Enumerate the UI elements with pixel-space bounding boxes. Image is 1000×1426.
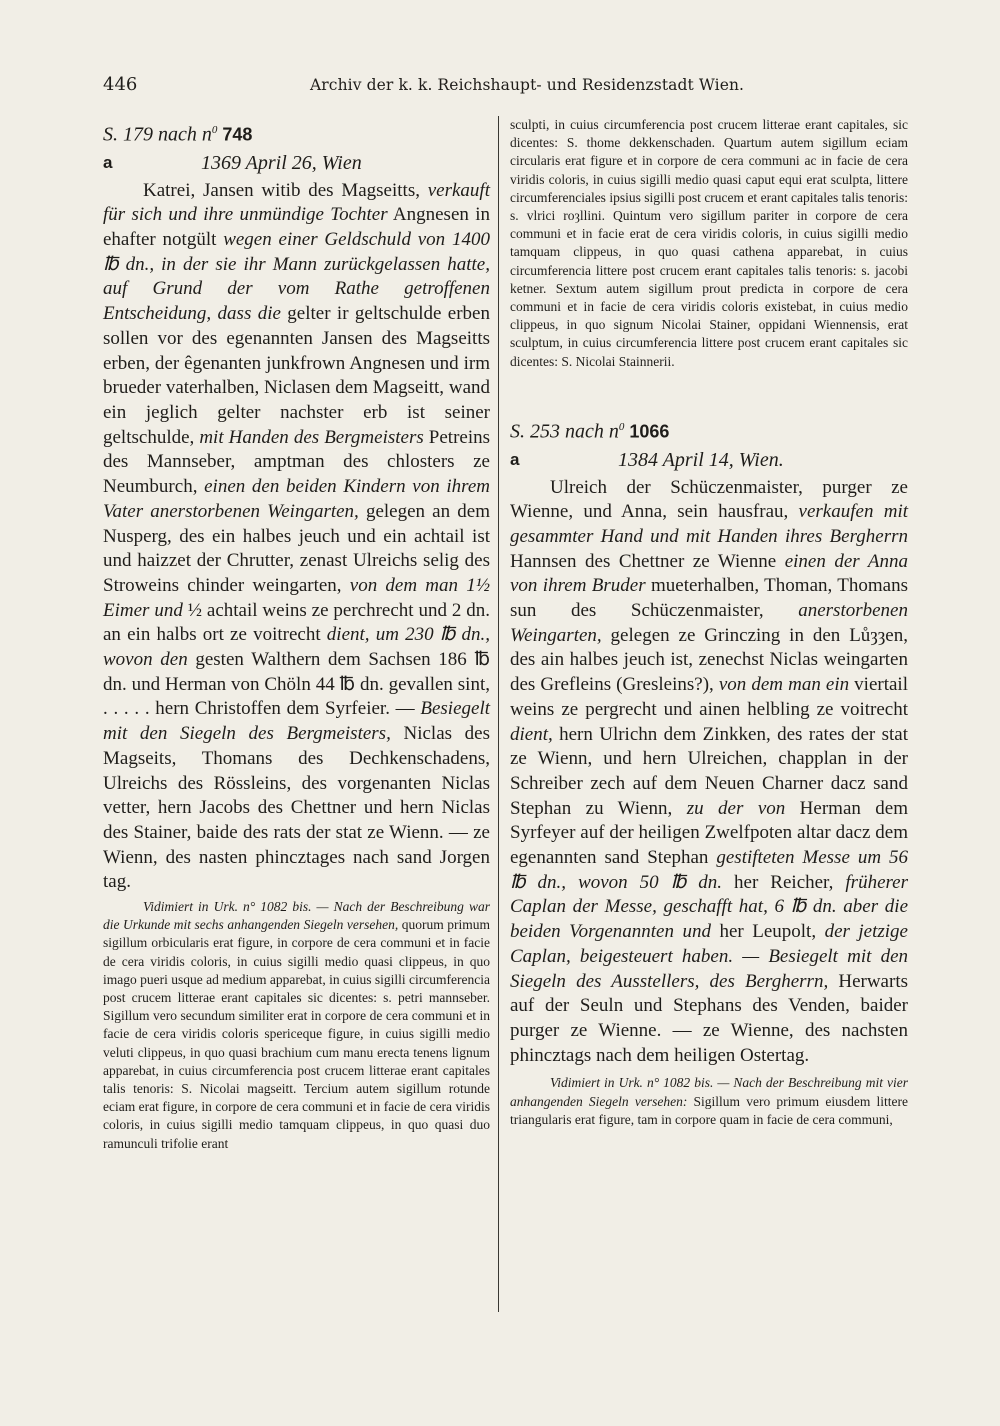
text-segment: Ulreich der Schüczenmaister, purger ze Wienne, und Anna, sein hausfrau, <box>510 476 908 523</box>
text-segment: Vidimiert in Urk. n° 1082 bis. — Nach der Beschreibung mit vier anhangenden Siegeln versehen: <box>510 1075 908 1109</box>
left-column <box>103 116 490 1153</box>
note-continuation: sculpti, in cuius circumferencia post crucem litterae erant capitales, sic dicentes: S. thome dekkenschaden. Quartum autem sigillum eciam circularis erat figure et in corpore de cera communi ac in facie de cera viridis coloris, in cuius sigilli medio quasi caput equi erat sculpta, littere circumferenciales ipsius sigilli post crucem et erant capitales talis tenoris: s. vlrici roȝllini. Quintum vero sigillum pariter in corpore de cera communi et in facie erat de cera viridis coloris, in cuius sigilli medio tamquam clippeus, in quo quasi cathena apparebat, in cuius circumferencia littere post crucem erant capitales talis tenoris: s. jacobi ketner. Sextum autem sigillum prout predicta in corpore de cera communi et in facie de cera viridis coloris existebat, in cuius medio clippeus, in quo signum Nicolai Stainer, oppidani Wiennensis, erat sculptum, in cuius circumferencia littere post crucem erant capitales sic dicentes: S. Nicolai Stainnerii. <box>510 117 908 369</box>
text-segment: dient, um 230 ℔ dn., wovon den <box>103 624 490 671</box>
text-segment: Vidimiert in Urk. n° 1082 bis. — Nach der Beschreibung war die Urkunde mit sechs anhangenden Siegeln versehen, <box>103 899 490 933</box>
text-segment: gelegen ze Grinczing in den Lůȝȝen, des ain halbes jeuch ist, zenechst Niclas weingarten des Grefleins (Gresleins?), <box>510 624 908 696</box>
entry-note <box>510 1074 908 1129</box>
text-segment: dient, <box>510 723 553 745</box>
text-segment: verkaufen mit gesammter Hand und mit Handen ihres Bergherrn <box>510 501 908 547</box>
entry-date: 1369 April 26, Wien <box>201 151 362 174</box>
entry-letter: a <box>510 449 520 469</box>
text-segment: Herman dem Syrfeyer auf der heiligen Zwelfpoten altar dacz dem egenannten sand Stephan <box>510 797 909 869</box>
text-segment: gelegen an dem Nusperg, des ein halbes jeuch und ein achtail ist und haizzet der Chrutter, zenast Ulreichs selig des Stroweins chinder weingarten, <box>103 500 490 596</box>
text-segment: gelter ir geltschulde erben sollen vor des egenannten Jansen des Magseitts erben, der êgenanten junkfrown Angnesen und irm brueder vaterhalben, Niclasen dem Magseitt, wand ein jeglich gelter nachster erb ist seiner geltschulde, <box>103 303 490 448</box>
text-segment: von dem man ein <box>718 674 850 696</box>
entry-body <box>103 179 490 895</box>
entry-date: 1384 April 14, Wien. <box>618 448 784 471</box>
text-segment: einen den beiden Kindern von ihrem Vater anerstorbenen Weingarten, <box>103 476 490 522</box>
running-head <box>103 74 893 102</box>
text-segment: viertail weins ze pergrecht und ainen helbling ze voitrecht <box>510 674 908 720</box>
text-segment: mit Handen des Bergmeisters <box>199 426 424 448</box>
text-segment: hern Ulrichn dem Zinkken, des rates der stat ze Wienn, und hern Ulreichen, chapplan in der Schreiber zech auf dem Neuen Charner dacz sand Stephan zu Wienn, <box>510 723 908 819</box>
text-segment: quorum primum sigillum orbicularis erat figure, in corpore de cera communi et in facie de cera viridis coloris, in cuius sigilli medio quasi clippeus, in quo imago pueri usque ad medium apparebat, in cuius sigilli circumferencia post crucem litterae erant capitales sic dicentes: s. petri mannseber. Sigillum vero secundum similiter erat in corpore de cera communi et in facie de cera viridis coloris spericeque figure, in cuius sigilli medio veluti clippeus, in quo quasi brachium cum manu erecta tenens lignum apparebat, in cuius circumferencia post crucem litterae erant capitales talis tenoris: S. Nicolai magseitt. Tercium autem sigillum rotunde eciam erat figure, in corpore de cera communi et in facie de cera viridis coloris, in cuius sigilli medio tamquam clippeus, in quo quasi duo ramunculi trifolie erant <box>103 917 490 1151</box>
text-segment: Sigillum vero primum eiusdem littere triangularis erat figure, tam in corpore quam in facie de cera communi, <box>510 1093 908 1127</box>
entry-reference-1066: S. 253 nach $n^0$ 1066 <box>510 420 670 443</box>
entry-date-line <box>510 446 908 474</box>
entry-note <box>103 898 490 1153</box>
text-segment: Angnesen in ehafter notgült <box>103 204 490 251</box>
text-segment: ½ achtail weins ze perchrecht und 2 dn. an ein halbs ort ze voitrecht <box>103 599 491 646</box>
text-segment: Besiegelt mit den Siegeln des Bergmeisters, <box>103 698 490 745</box>
entry-letter: a <box>103 152 113 172</box>
entry-reference-748: S. 179 nach $n^0$ 748 <box>103 123 253 146</box>
entry-date-line <box>103 149 490 177</box>
right-column <box>510 116 908 1129</box>
text-segment: her Reicher, <box>722 871 846 893</box>
text-segment: gestifteten Messe um 56 ℔ dn., wovon 50 ℔ dn. <box>510 847 908 893</box>
text-segment: Katrei, Jansen witib des Magseitts, <box>143 179 428 201</box>
text-segment: Herwarts auf der Seuln und Stephans des Venden, baider purger ze Wienne. — ze Wienne, des nachsten phincztags nach dem heiligen Ostertag. <box>510 970 908 1066</box>
text-segment: verkauft für sich und ihre unmündige Tochter <box>103 179 490 226</box>
entry-body <box>510 476 908 1069</box>
text-segment: Hannsen des Chettner ze Wienne <box>510 550 785 572</box>
text-segment: anerstorbenen Weingarten, <box>510 600 908 646</box>
text-segment: gesten Walthern dem Sachsen 186 ℔ dn. und Herman von Chöln 44 ℔ dn. gevallen sint, . . . . . hern Christoffen dem Syrfeier. — <box>103 649 490 720</box>
text-segment: früherer Caplan der Messe, geschafft hat, 6 ℔ dn. aber die beiden Vorgenannten und <box>510 871 909 943</box>
text-segment: Petreins des Mannseber, amptman des chlosters ze Neumburch, <box>103 426 490 498</box>
text-segment: Niclas des Magseits, Thomans des Dechkenschadens, Ulreichs des Rössleins, des vorgenanten Niclas vetter, hern Jacobs des Chettner und hern Niclas des Stainer, baide des rats der stat ze Wienn. — ze Wienn, des nasten phincztages nach sand Jorgen tag. <box>103 723 490 893</box>
text-segment: einen der Anna von ihrem Bruder <box>510 550 908 597</box>
text-segment: her Leupolt, <box>710 921 825 943</box>
page-number: 446 <box>103 74 138 95</box>
text-segment: wegen einer Geldschuld von 1400 ℔ dn., in der sie ihr Mann zurückgelassen hatte, auf Grund der vom Rathe getroffenen Entscheidung, dass die <box>103 229 490 325</box>
column-divider <box>498 116 499 1312</box>
text-segment: der jetzige Caplan, beigesteuert haben. — Besiegelt mit den Siegeln des Ausstellers, des Bergherrn, <box>510 921 908 992</box>
text-segment: von dem man 1½ Eimer und <box>103 574 490 621</box>
running-title: Archiv der k. k. Reichshaupt- und Residenzstadt Wien. <box>310 76 745 94</box>
text-segment: mueterhalben, Thoman, Thomans sun des Schüczenmaister, <box>510 575 908 622</box>
text-segment: zu der von <box>686 797 786 819</box>
